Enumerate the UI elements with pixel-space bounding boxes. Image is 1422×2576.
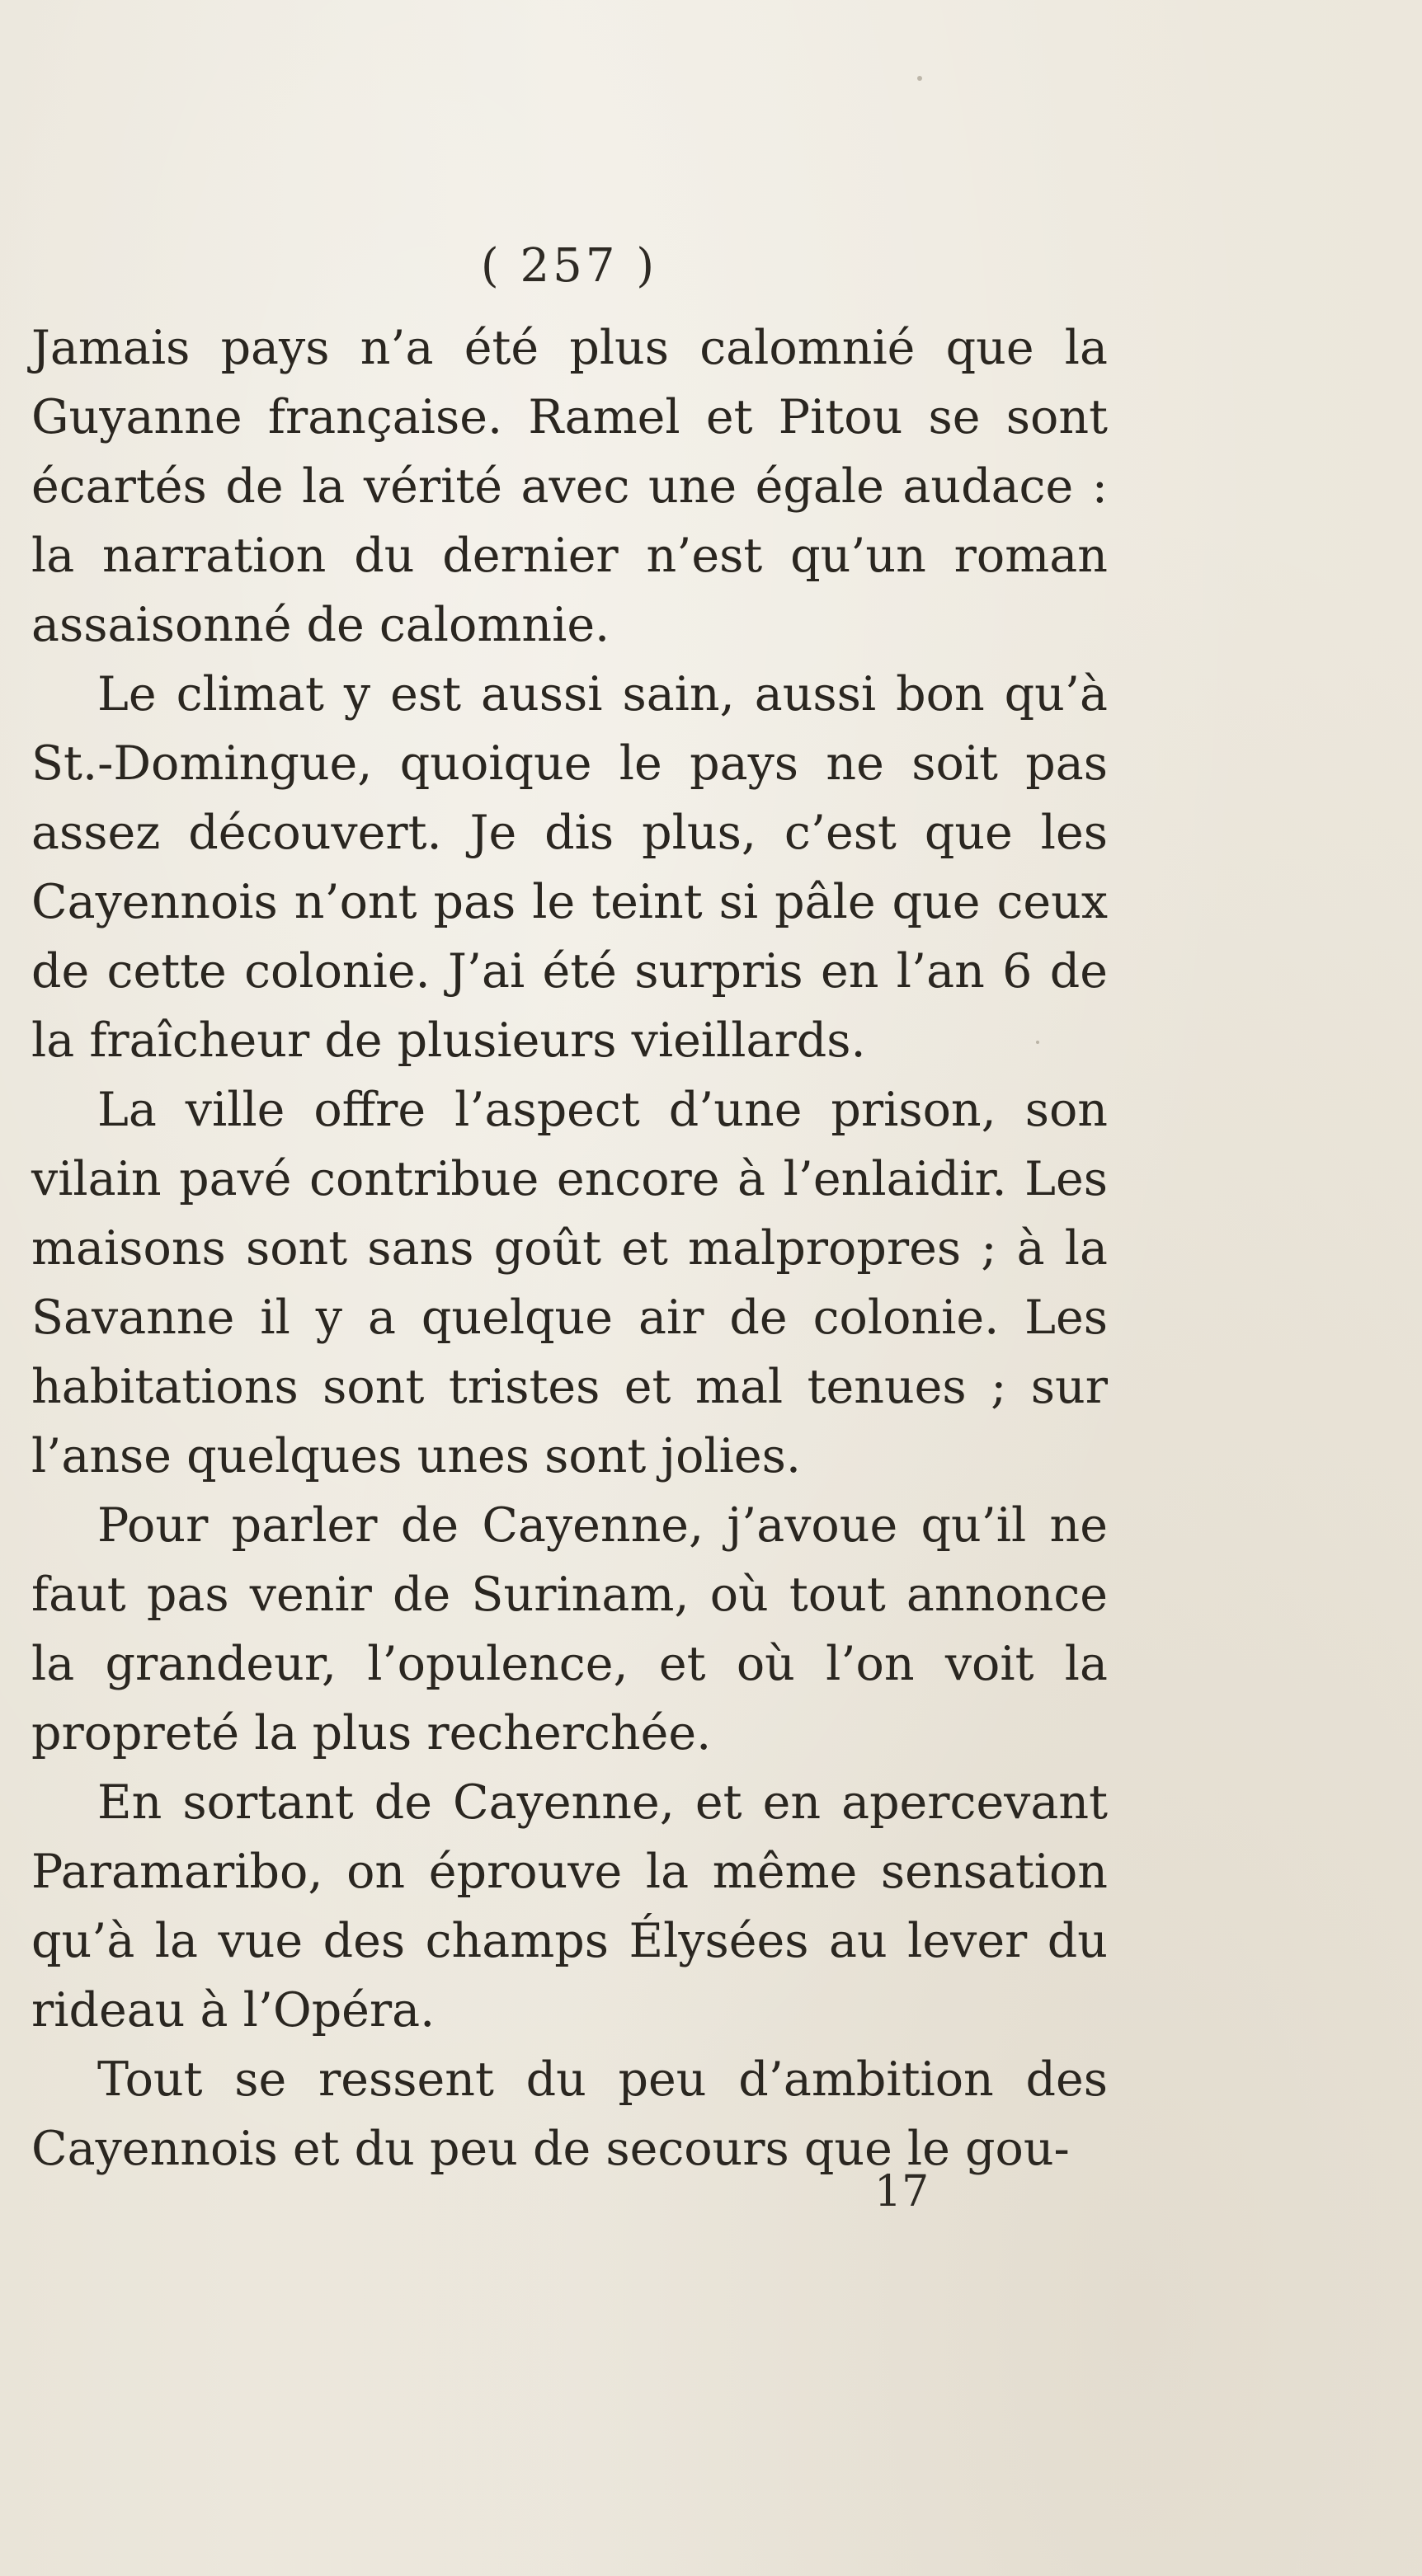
paragraph-1: Jamais pays n’a été plus calomnié que la Guyanne française. Ramel et Pitou se sont écartés de la vérité avec une égale audace : la narration du dernier n’est qu’un roman assaisonné de calomnie. [31, 321, 1108, 652]
paragraph-5: En sortant de Cayenne, et en apercevant Paramaribo, on éprouve la même sensation qu’à la vue des champs Élysées au lever du rideau à l’Opéra. [31, 1775, 1108, 2038]
body-text [31, 313, 1108, 2183]
paper-speck [917, 76, 922, 81]
paragraph-6: Tout se ressent du peu d’ambition des Cayennois et du peu de secours que le gou- [31, 2052, 1108, 2176]
paragraph-4: Pour parler de Cayenne, j’avoue qu’il ne faut pas venir de Surinam, où tout annonce la grandeur, l’opulence, et où l’on voit la propreté la plus recherchée. [31, 1498, 1108, 1760]
page-number: ( 257 ) [480, 239, 658, 293]
paragraph-3: La ville offre l’aspect d’une prison, son vilain pavé contribue encore à l’enlaidir. Les maisons sont sans goût et malpropres ; à la Savanne il y a quelque air de colonie. Les habitations sont tristes et mal tenues ; sur l’anse quelques unes sont jolies. [31, 1083, 1108, 1483]
paragraph-2: Le climat y est aussi sain, aussi bon qu’à St.-Domingue, quoique le pays ne soit pas assez découvert. Je dis plus, c’est que les Cayennois n’ont pas le teint si pâle que ceux de cette colonie. J’ai été surpris en l’an 6 de la fraîcheur de plusieurs vieillards. [31, 667, 1108, 1068]
signature-mark: 17 [874, 2167, 930, 2216]
